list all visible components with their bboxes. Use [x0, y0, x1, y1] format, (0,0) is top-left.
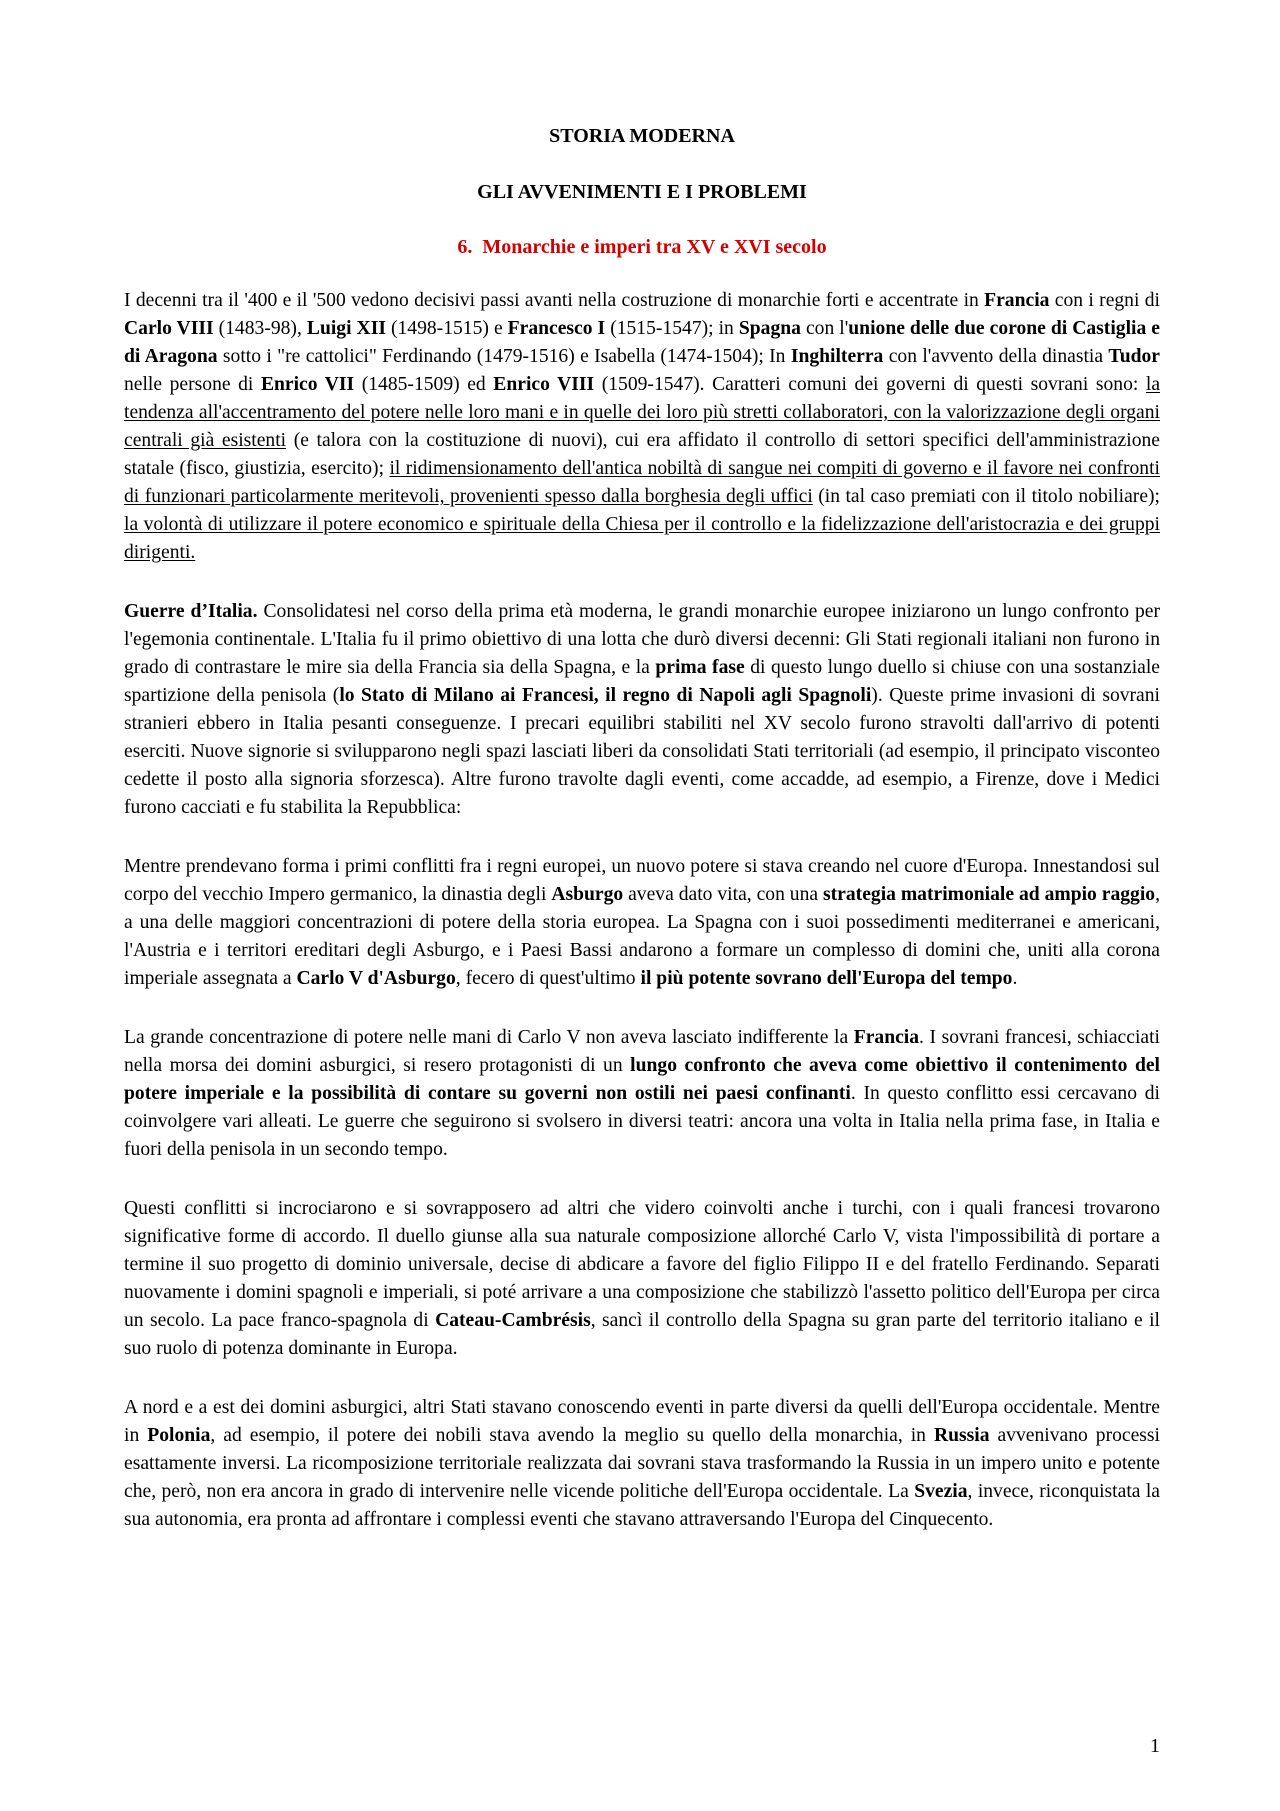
paragraph-france: La grande concentrazione di potere nelle mani di Carlo V non aveva lasciato indifferente la Francia. I sovrani francesi, schiacciati nella morsa dei domini asburgici, si resero protagonisti di un lungo confronto che aveva come obiettivo il contenimento del potere imperiale e la possibilità di contare su governi non ostili nei paesi confinanti. In questo conflitto essi cercavano di coinvolgere vari alleati. Le guerre che seguirono si svolsero in diversi teatri: ancora una volta in Italia nella prima fase, in Italia e fuori della penisola in un secondo tempo.: [124, 1027, 1160, 1160]
page-number: 1: [1150, 1735, 1160, 1757]
paragraph-italian-wars: Guerre d’Italia. Consolidatesi nel corso della prima età moderna, le grandi monarchie europee iniziarono un lungo confronto per l'egemonia continentale. L'Italia fu il primo obiettivo di una lotta che durò diversi decenni: Gli Stati regionali italiani non furono in grado di contrastare le mire sia della Francia sia della Spagna, e la prima fase di questo lungo duello si chiuse con una sostanziale spartizione della penisola (lo Stato di Milano ai Francesi, il regno di Napoli agli Spagnoli). Queste prime invasioni di sovrani stranieri ebbero in Italia pesanti conseguenze. I precari equilibri stabiliti nel XV secolo furono stravolti dall'arrivo di potenti eserciti. Nuove signorie si svilupparono negli spazi lasciati liberi da consolidati Stati territoriali (ad esempio, il principato visconteo cedette il posto alla signoria sforzesca). Altre furono travolte dagli eventi, come accadde, ad esempio, a Firenze, dove i Medici furono cacciati e fu stabilita la Repubblica:: [124, 601, 1160, 818]
paragraph-monarchies: I decenni tra il '400 e il '500 vedono decisivi passi avanti nella costruzione di monarchie forti e accentrate in Francia con i regni di Carlo VIII (1483-98), Luigi XII (1498-1515) e Francesco I (1515-1547); in Spagna con l'unione delle due corone di Castiglia e di Aragona sotto i "re cattolici" Ferdinando (1479-1516) e Isabella (1474-1504); In Inghilterra con l'avvento della dinastia Tudor nelle persone di Enrico VII (1485-1509) ed Enrico VIII (1509-1547). Caratteri comuni dei governi di questi sovrani sono: la tendenza all'accentramento del potere nelle loro mani e in quelle dei loro più stretti collaboratori, con la valorizzazione degli organi centrali già esistenti (e talora con la costituzione di nuovi), cui era affidato il controllo di settori specifici dell'amministrazione statale (fisco, giustizia, esercito); il ridimensionamento dell'antica nobiltà di sangue nei compiti di governo e il favore nei confronti di funzionari particolarmente meritevoli, provenienti spesso dalla borghesia degli uffici (in tal caso premiati con il titolo nobiliare); la volontà di utilizzare il potere economico e spirituale della Chiesa per il controllo e la fidelizzazione dell'aristocrazia e dei gruppi dirigenti.: [124, 290, 1161, 563]
paragraph-north-east: A nord e a est dei domini asburgici, altri Stati stavano conoscendo eventi in parte diversi da quelli dell'Europa occidentale. Mentre in Polonia, ad esempio, il potere dei nobili stava avendo la meglio su quello della monarchia, in Russia avvenivano processi esattamente inversi. La ricomposizione territoriale realizzata dai sovrani stava trasformando la Russia in un impero unito e potente che, però, non era ancora in grado di intervenire nelle vicende politiche dell'Europa occidentale. La Svezia, invece, riconquistata la sua autonomia, era pronta ad affrontare i complessi eventi che stavano attraversando l'Europa del Cinquecento.: [124, 1397, 1160, 1530]
paragraph-conflicts: Questi conflitti si incrociarono e si sovrapposero ad altri che videro coinvolti anche i turchi, con i quali francesi trovarono significative forme di accordo. Il duello giunse alla sua naturale composizione allorché Carlo V, vista l'impossibilità di portare a termine il suo progetto di dominio universale, decise di abdicare a favore del figlio Filippo II e del fratello Ferdinando. Separati nuovamente i domini spagnoli e imperiali, si poté arrivare a una composizione che stabilizzò l'assetto politico dell'Europa per circa un secolo. La pace franco-spagnola di Cateau-Cambrésis, sancì il controllo della Spagna su gran parte del territorio italiano e il suo ruolo di potenza dominante in Europa.: [124, 1198, 1160, 1359]
underlined-passage: il ridimensionamento dell'antica nobiltà di sangue nei compiti di governo e il favore nei confronti di funzionari particolarmente meritevoli, provenienti spesso dalla borghesia degli uffici: [124, 458, 1160, 507]
paragraph-habsburg: Mentre prendevano forma i primi conflitti fra i regni europei, un nuovo potere si stava creando nel cuore d'Europa. Innestandosi sul corpo del vecchio Impero germanico, la dinastia degli Asburgo aveva dato vita, con una strategia matrimoniale ad ampio raggio, a una delle maggiori concentrazioni di potere della storia europea. La Spagna con i suoi possedimenti mediterranei e americani, l'Austria e i territori ereditari degli Asburgo, e i Paesi Bassi andarono a formare un complesso di domini che, uniti alla corona imperiale assegnata a Carlo V d'Asburgo, fecero di quest'ultimo il più potente sovrano dell'Europa del tempo.: [124, 856, 1161, 989]
chapter-title: Monarchie e imperi tra XV e XVI secolo: [482, 236, 827, 258]
document-title: STORIA MODERNA: [549, 125, 735, 147]
chapter-number: 6.: [457, 236, 473, 258]
document-subtitle: GLI AVVENIMENTI E I PROBLEMI: [477, 181, 807, 203]
underlined-passage: la tendenza all'accentramento del potere nelle loro mani e in quelle dei loro più stretti collaboratori, con la valorizzazione degli organi centrali già esistenti: [124, 374, 1161, 451]
chapter-heading: [124, 235, 1160, 259]
document-body: [124, 287, 1160, 1534]
underlined-passage: la volontà di utilizzare il potere economico e spirituale della Chiesa per il controllo e la fidelizzazione dell'aristocrazia e dei gruppi dirigenti.: [124, 514, 1160, 563]
section-label: Guerre d’Italia.: [124, 601, 258, 622]
